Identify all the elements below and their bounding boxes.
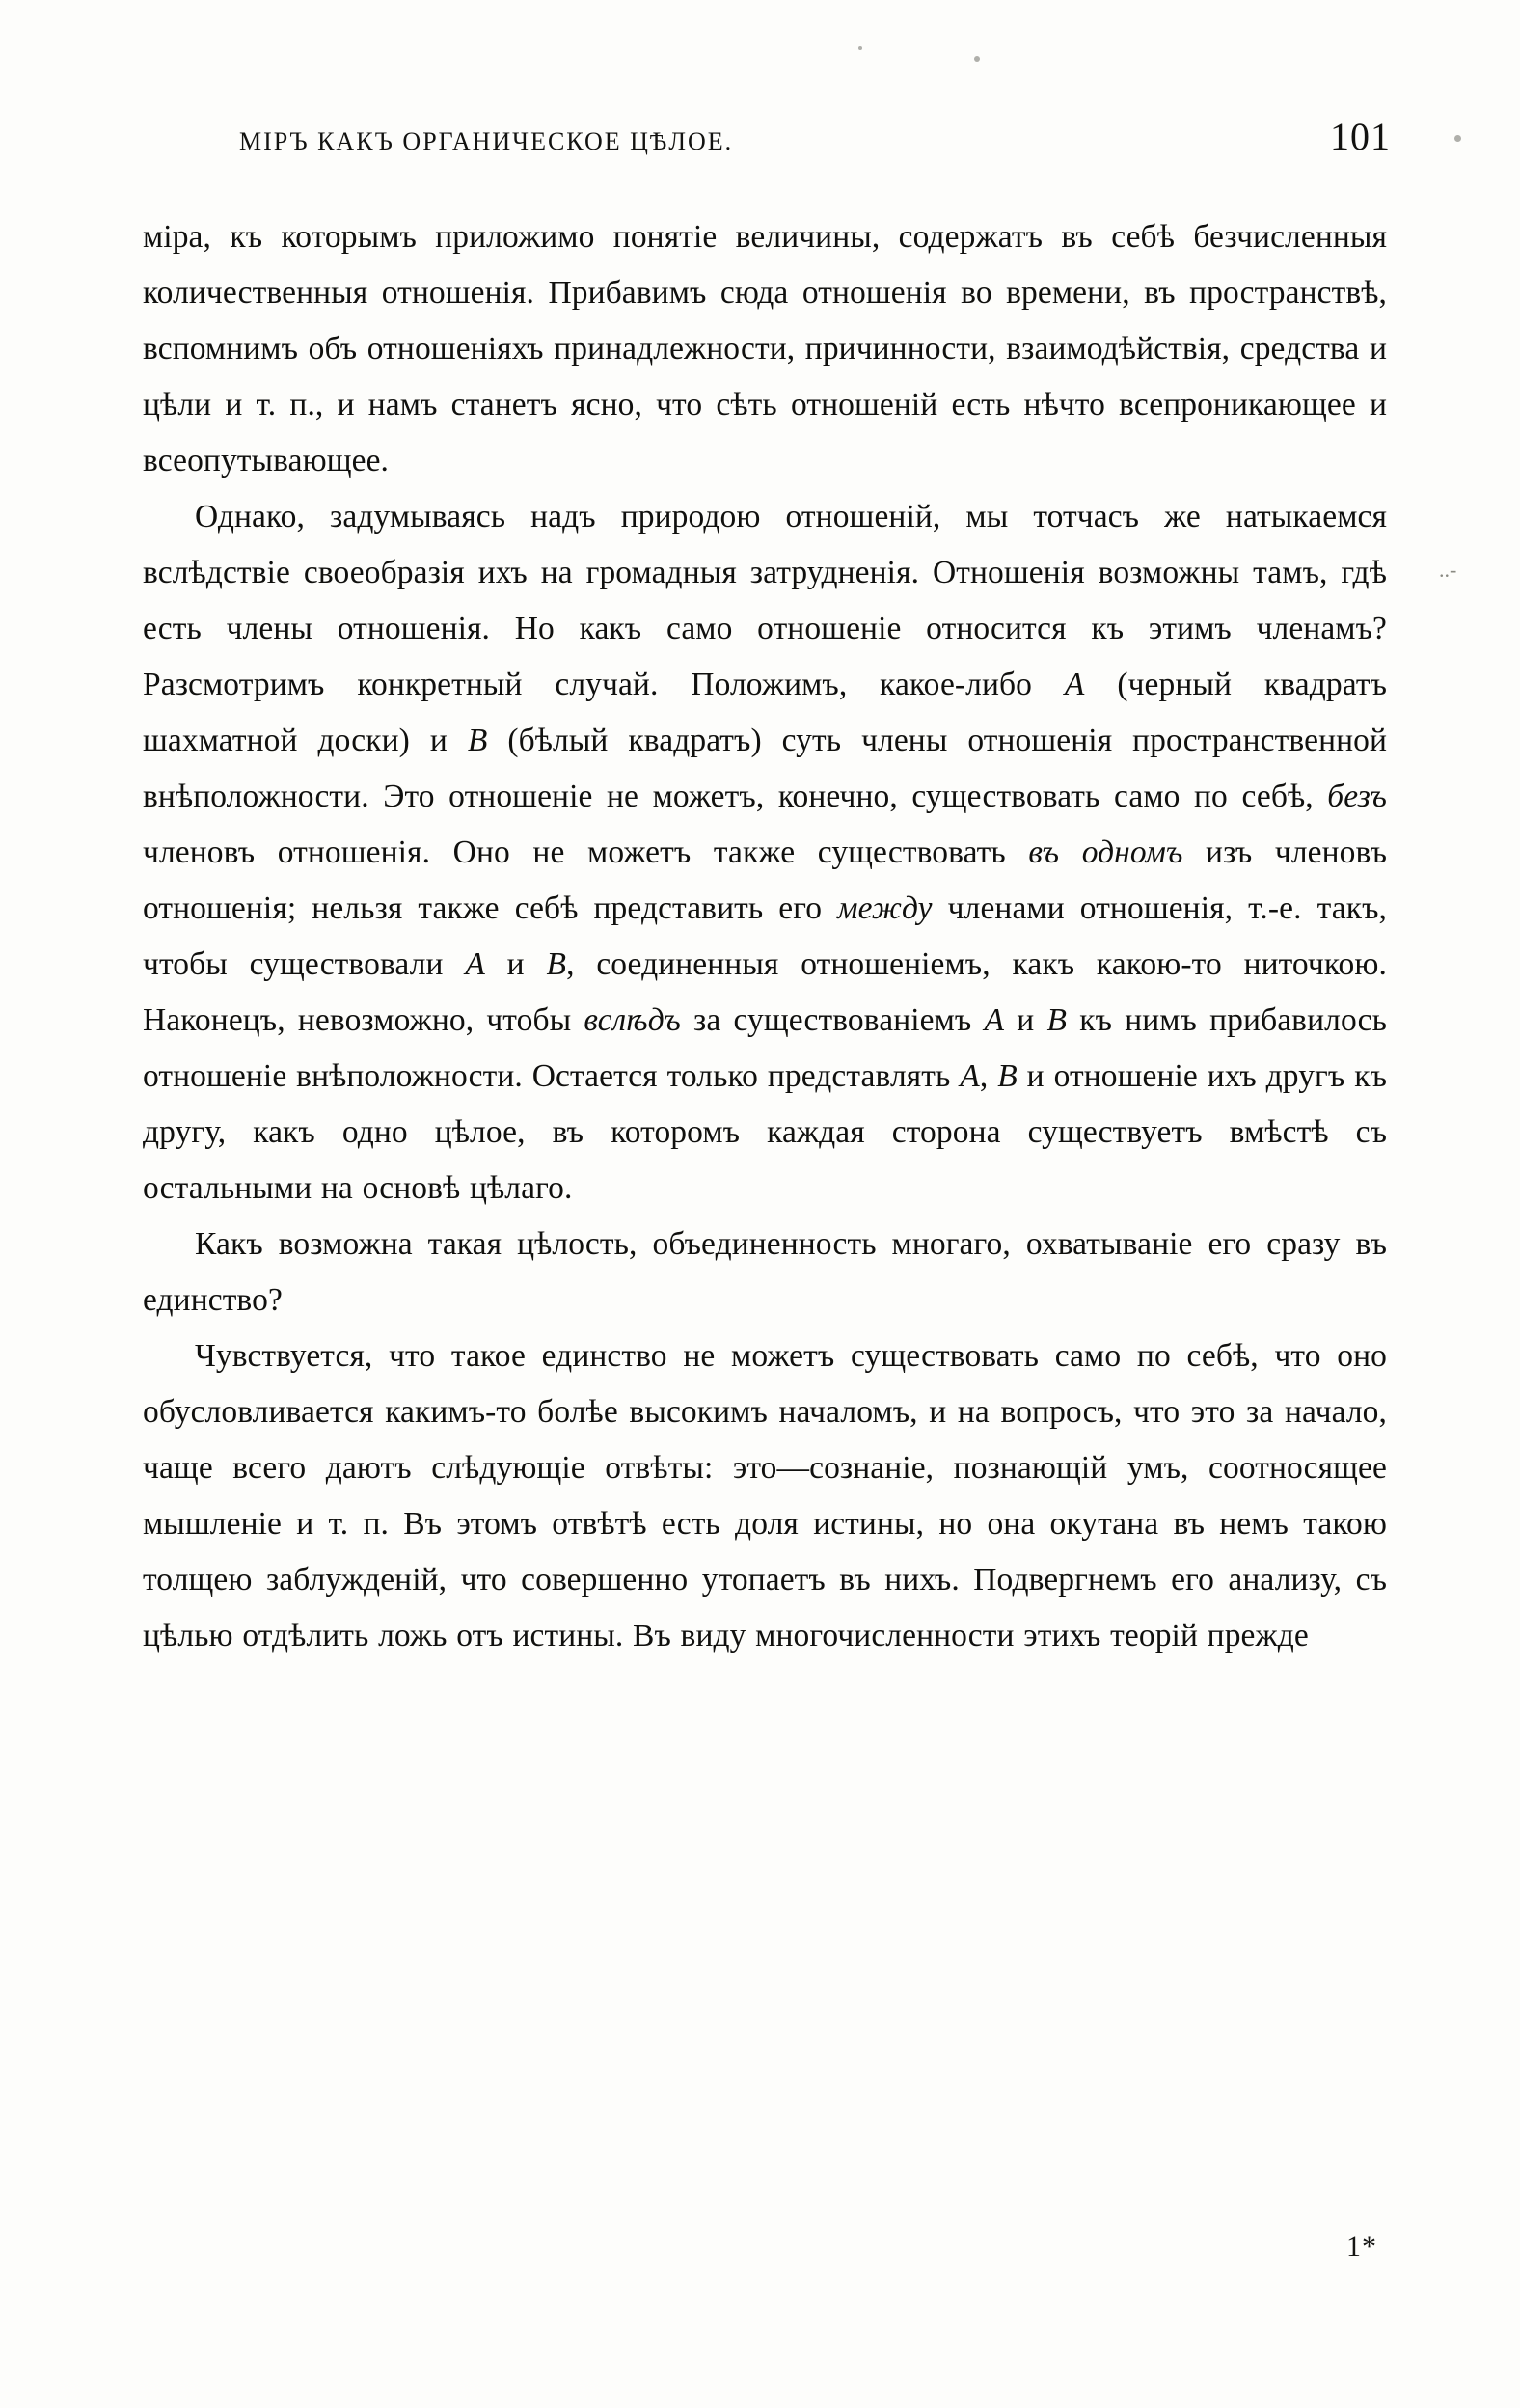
page-edge-mark: ..- [1439, 558, 1457, 582]
paragraph: Однако, задумываясь надъ природою отношеній, мы тотчасъ же натыкаемся вслѣдствіе своеобразія ихъ на громадныя затрудненія. Отношенія возможны тамъ, гдѣ есть члены отношенія. Но какъ само отношеніе относится къ этимъ членамъ? Разсмотримъ конкретный случай. Положимъ, какое-либо A (черный квадратъ шахматной доски) и B (бѣлый квадратъ) суть члены отношенія пространственной внѣположности. Это отношеніе не можетъ, конечно, существовать само по себѣ, безъ членовъ отношенія. Оно не можетъ также существовать въ одномъ изъ членовъ отношенія; нельзя также себѣ представить его между членами отношенія, т.-е. такъ, чтобы существовали A и B, соединенныя отношеніемъ, какъ какою-то ниточкою. Наконецъ, невозможно, чтобы вслѣдъ за существованіемъ A и B къ нимъ прибавилось отношеніе внѣположности. Остается только представлять A, B и отношеніе ихъ другъ къ другу, какъ одно цѣлое, въ которомъ каждая сторона существуетъ вмѣстѣ съ остальными на основѣ цѣлаго. [143, 499, 1387, 1206]
page-content [133, 114, 1397, 1664]
paragraph: Какъ возможна такая цѣлость, объединенность многаго, охватываніе его сразу въ единство? [143, 1226, 1387, 1318]
page-speck [1454, 135, 1461, 142]
paragraph: Чувствуется, что такое единство не можетъ существовать само по себѣ, что оно обусловливается какимъ-то болѣе высокимъ началомъ, и на вопросъ, что это за начало, чаще всего даютъ слѣдующіе отвѣты: это—сознаніе, познающій умъ, соотносящее мышленіе и т. п. Въ этомъ отвѣтѣ есть доля истины, но она окутана въ немъ такою толщею заблужденій, что совершенно утопаетъ въ нихъ. Подвергнемъ его анализу, съ цѣлью отдѣлить ложь отъ истины. Въ виду многочисленности этихъ теорій прежде [143, 1338, 1387, 1654]
page-speck [974, 56, 980, 62]
page-speck [858, 46, 862, 50]
running-head [133, 114, 1397, 159]
page-number: 101 [1330, 115, 1391, 158]
running-head-title: МІРЪ КАКЪ ОРГАНИЧЕСКОЕ ЦѢЛОЕ. [239, 127, 734, 155]
body-text [133, 209, 1397, 1664]
signature-mark: 1* [1346, 2230, 1377, 2262]
paragraph: міра, къ которымъ приложимо понятіе величины, содержатъ въ себѣ безчисленныя количественныя отношенія. Прибавимъ сюда отношенія во времени, въ пространствѣ, вспомнимъ объ отношеніяхъ принадлежности, причинности, взаимодѣйствія, средства и цѣли и т. п., и намъ станетъ ясно, что сѣть отношеній есть нѣчто всепроникающее и всеопутывающее. [143, 219, 1387, 479]
